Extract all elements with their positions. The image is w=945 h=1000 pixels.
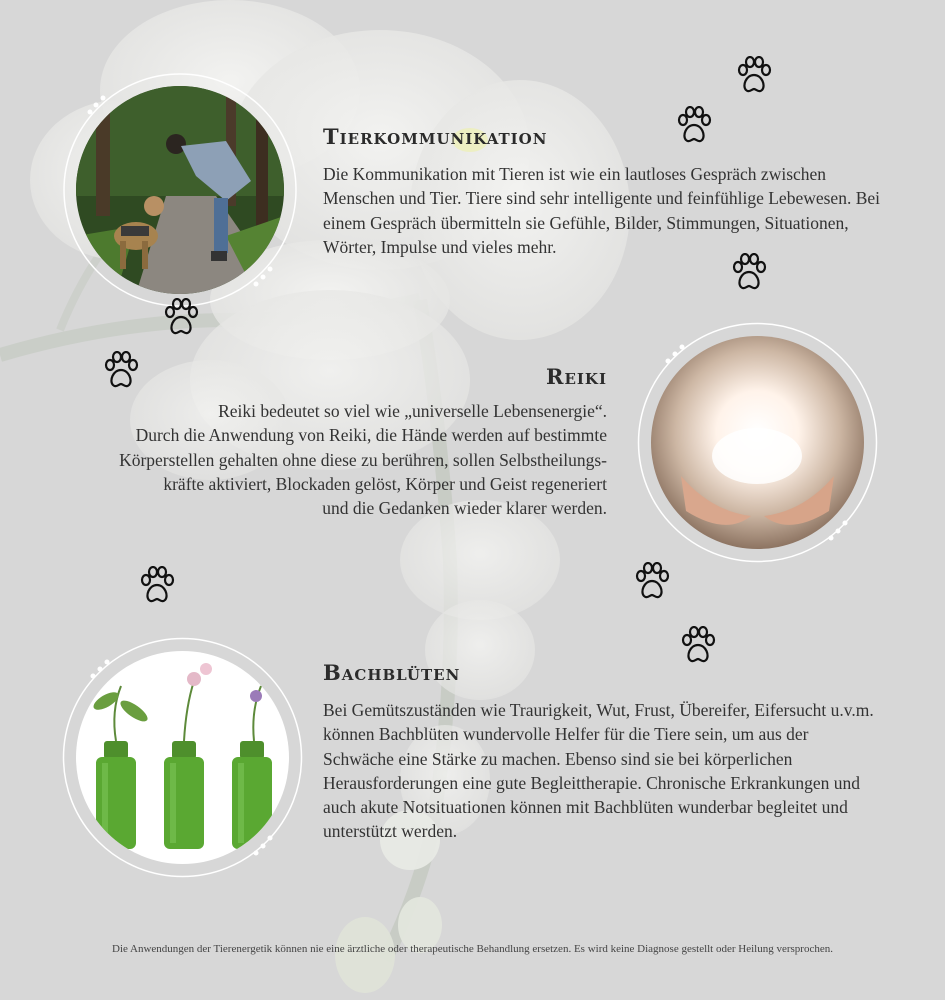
photo-circle-bach-flowers (60, 635, 305, 880)
section-title-reiki: Reiki (546, 364, 607, 389)
section-title-animal-communication: Tierkommunikation (323, 124, 548, 149)
paw-print-icon (731, 253, 767, 293)
reiki-line-4: kräfte aktiviert, Blockaden gelöst, Körper und Geist regeneriert (163, 473, 607, 494)
paw-print-icon (139, 566, 175, 606)
section-text-animal-communication: Die Kommunikation mit Tieren ist wie ein lautloses Gespräch zwischen Menschen und Tier. Tiere sind sehr intelligente und feinfühlige Lebewesen. Bei einem Gespräch übermitteln sie Gefühle, Bilder, Stimmungen, Situationen, Wörter, Impulse und vieles mehr. (323, 164, 880, 257)
reiki-line-2: Durch die Anwendung von Reiki, die Hände werden auf bestimmte (135, 425, 607, 446)
reiki-line-5: und die Gedanken wieder klarer werden. (322, 498, 607, 519)
reiki-line-1: Reiki bedeutet so viel wie „universelle Lebensenergie“. (218, 401, 607, 421)
paw-print-icon (103, 351, 139, 391)
photo-circle-animal-communication (60, 70, 300, 310)
section-text-reiki (47, 399, 607, 520)
bach-flower-bottles-photo (76, 651, 289, 864)
paw-print-icon (680, 626, 716, 666)
paw-print-icon (634, 562, 670, 602)
woman-with-dog-photo (76, 86, 284, 294)
reiki-line-3: Körperstellen gehalten ohne diese zu berühren, sollen Selbstheilungs- (119, 449, 607, 470)
section-title-bach-flowers: Bachblüten (323, 660, 461, 685)
paw-print-icon (736, 56, 772, 96)
paw-print-icon (676, 106, 712, 146)
photo-circle-reiki (635, 320, 880, 565)
section-text-bach-flowers: Bei Gemütszuständen wie Traurigkeit, Wut, Frust, Übereifer, Eifersucht u.v.m. können Bachblüten wundervolle Helfer für die Tiere sein, um aus der Schwäche eine Stärke zu machen. Ebenso sind sie bei körperlichen Herausforderungen eine gute Begleittherapie. Chronische Erkrankungen und auch akute Notsituationen können mit Bachblüten wunderbar begleitet und unterstützt werden. (323, 700, 874, 842)
paw-print-icon (163, 298, 199, 338)
glowing-hands-photo (651, 336, 864, 549)
disclaimer-footer: Die Anwendungen der Tierenergetik können nie eine ärztliche oder therapeutische Behandlung ersetzen. Es wird keine Diagnose gestellt oder Heilung versprochen. (112, 943, 833, 955)
